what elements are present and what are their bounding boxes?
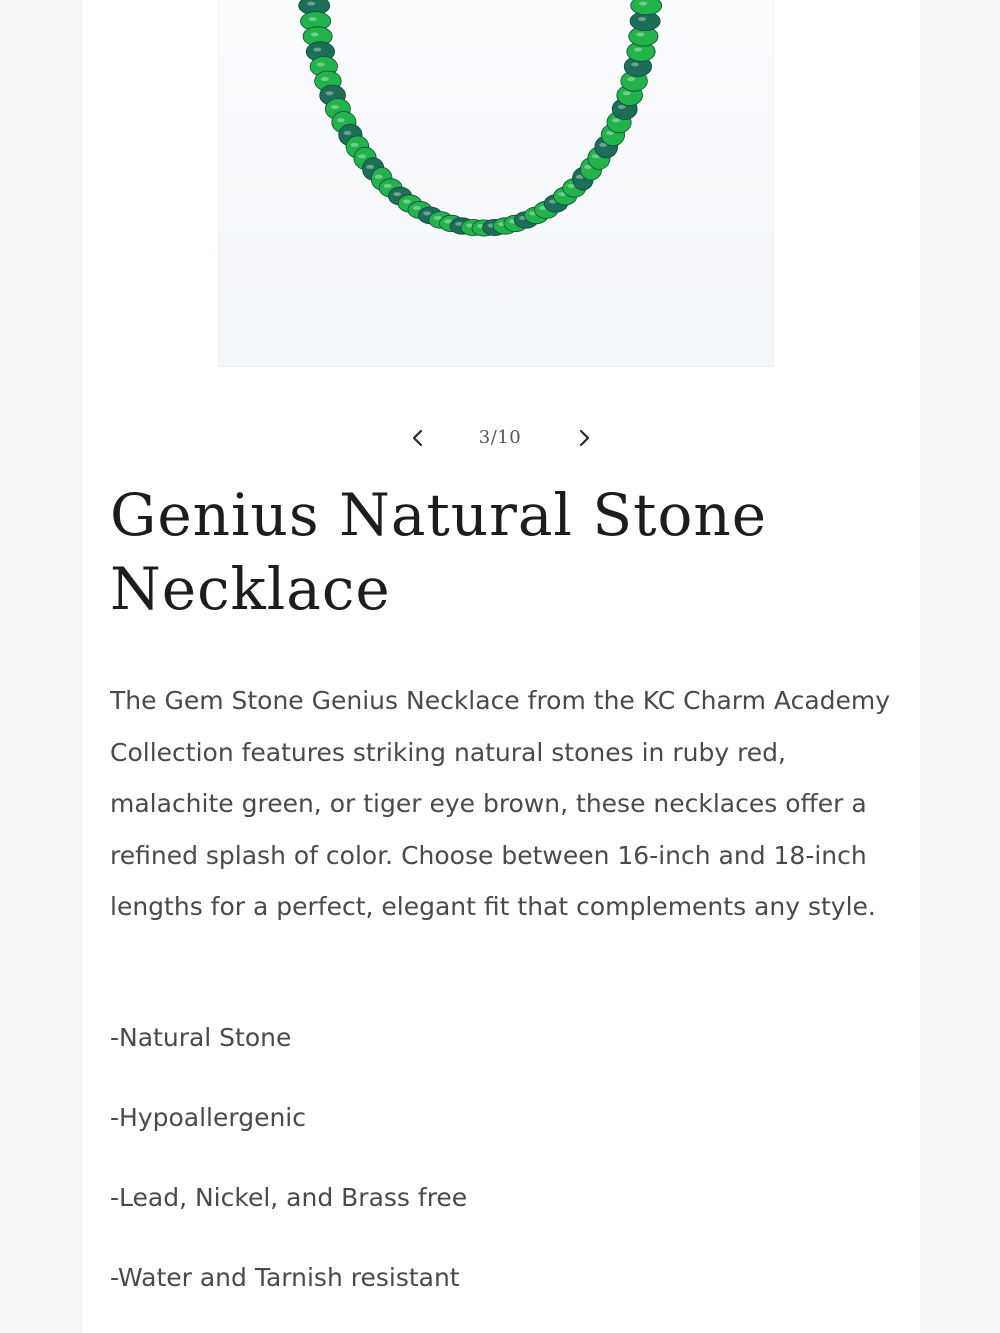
bead-highlight [366,165,374,169]
bead-highlight [413,206,421,210]
bead-highlight [311,32,319,36]
bead-highlight [326,91,334,95]
bead-highlight [634,48,642,52]
bead-highlight [375,175,383,179]
bead-highlight [638,17,646,21]
bead [631,0,662,15]
bead-highlight [343,131,351,135]
bead-highlight [627,77,635,81]
bead-highlight [331,105,339,109]
bead-highlight [618,105,626,109]
chevron-left-icon [410,427,426,449]
bead-highlight [384,184,392,188]
bead-highlight [639,2,647,6]
chevron-right-icon [576,427,592,449]
feature-natural-stone: -Natural Stone [110,1023,292,1052]
bead-highlight [403,200,411,204]
feature-water-resistant: -Water and Tarnish resistant [110,1263,460,1292]
feature-metal-free: -Lead, Nickel, and Brass free [110,1183,468,1212]
bead-highlight [351,143,359,147]
bead-highlight [309,17,317,21]
necklace-image [219,0,775,367]
bead-highlight [313,48,321,52]
product-title: Genius Natural Stone Necklace [110,481,768,623]
image-pager [400,418,600,458]
bead-highlight [631,63,639,67]
previous-image-button[interactable] [402,422,434,454]
bead-highlight [358,154,366,158]
bead-highlight [317,63,325,67]
product-description: The Gem Stone Genius Necklace from the KC Charm Academy Collection features striking natural stones in ruby red, malachite green, or tiger eye brown, these necklaces offer a refined splash of color. Choose between 16-inch and 18-inch lengths for a perfect, elegant fit that complements any style. [110,686,891,921]
bead-highlight [636,32,644,36]
bead-highlight [434,216,442,220]
bead-highlight [623,91,631,95]
bead-highlight [307,2,315,6]
bead-highlight [612,118,620,122]
image-counter: 3/10 [478,427,522,448]
next-image-button[interactable] [568,422,600,454]
feature-hypoallergenic: -Hypoallergenic [110,1103,306,1132]
bead-highlight [423,211,431,215]
bead-highlight [393,192,401,196]
bead-highlight [321,77,329,81]
product-image[interactable] [218,0,774,367]
bead-highlight [337,118,345,122]
